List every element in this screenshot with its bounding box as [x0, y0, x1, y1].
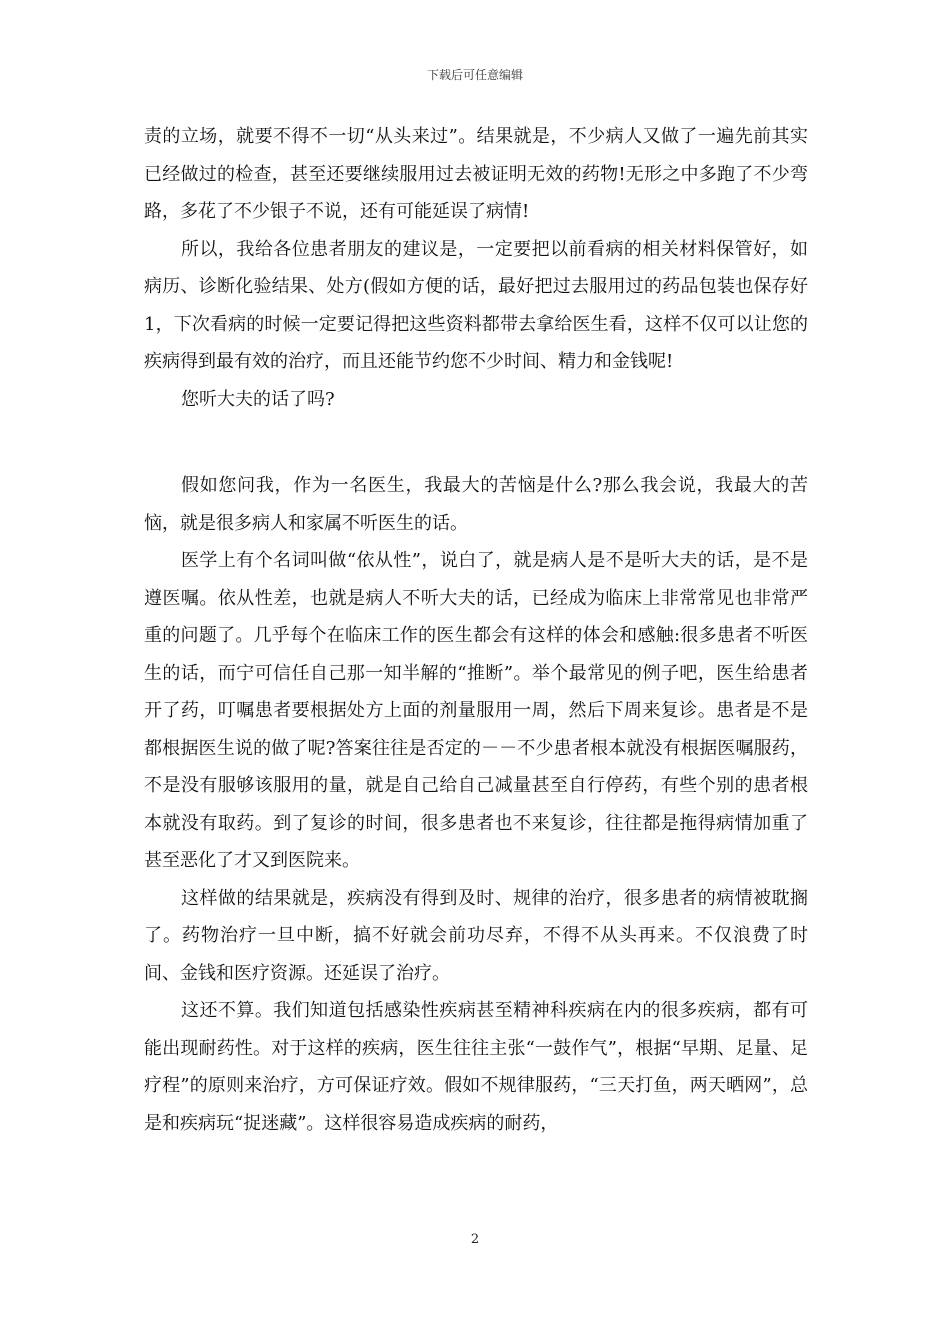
- section-heading: 您听大夫的话了吗?: [181, 388, 335, 410]
- paragraph-4: 医学上有个名词叫做“依从性”，说白了，就是病人是不是听大夫的话，是不是遵医嘱。依从性差，也就是病人不听大夫的话，已经成为临床上非常常见也非常严重的问题了。几乎每个在临床工作的医生都会有这样的体会和感触:很多患者不听医生的话，而宁可信任自己那一知半解的“推断”。举个最常见的例子吧，医生给患者开了药，叮嘱患者要根据处方上面的剂量服用一周，然后下周来复诊。患者是不是都根据医生说的做了呢?答案往往是否定的－－不少患者根本就没有根据医嘱服药，不是没有服够该服用的量，就是自己给自己减量甚至自行停药，有些个别的患者根本就没有取药。到了复诊的时间，很多患者也不来复诊，往往都是拖得病情加重了甚至恶化了才又到医院来。: [144, 550, 808, 871]
- paragraph-2: 所以，我给各位患者朋友的建议是，一定要把以前看病的相关材料保管好，如病历、诊断化验结果、处方(假如方便的话，最好把过去服用过的药品包装也保存好1，下次看病的时候一定要记得把这些资料都带去拿给医生看，这样不仅可以让您的疾病得到最有效的治疗，而且还能节约您不少时间、精力和金钱呢!: [144, 238, 808, 372]
- paragraph-6: 这还不算。我们知道包括感染性疾病甚至精神科疾病在内的很多疾病，都有可能出现耐药性。对于这样的疾病，医生往往主张“一鼓作气”，根据“早期、足量、足疗程”的原则来治疗，方可保证疗效。假如不规律服药，“三天打鱼，两天晒网”，总是和疾病玩“捉迷藏”。这样很容易造成疾病的耐药，: [144, 1000, 808, 1134]
- paragraph-3: 假如您问我，作为一名医生，我最大的苦恼是什么?那么我会说，我最大的苦恼，就是很多病人和家属不听医生的话。: [144, 475, 808, 534]
- paragraph-5: 这样做的结果就是，疾病没有得到及时、规律的治疗，很多患者的病情被耽搁了。药物治疗一旦中断，搞不好就会前功尽弃，不得不从头再来。不仅浪费了时间、金钱和医疗资源。还延误了治疗。: [144, 887, 808, 984]
- page-header: 下载后可任意编辑: [426, 68, 523, 82]
- document-body: [144, 118, 808, 1142]
- page-number: 2: [470, 1232, 480, 1247]
- paragraph-1: 责的立场，就要不得不一切“从头来过”。结果就是，不少病人又做了一遍先前其实已经做过的检查，甚至还要继续服用过去被证明无效的药物!无形之中多跑了不少弯路，多花了不少银子不说，还有可能延误了病情!: [144, 126, 808, 222]
